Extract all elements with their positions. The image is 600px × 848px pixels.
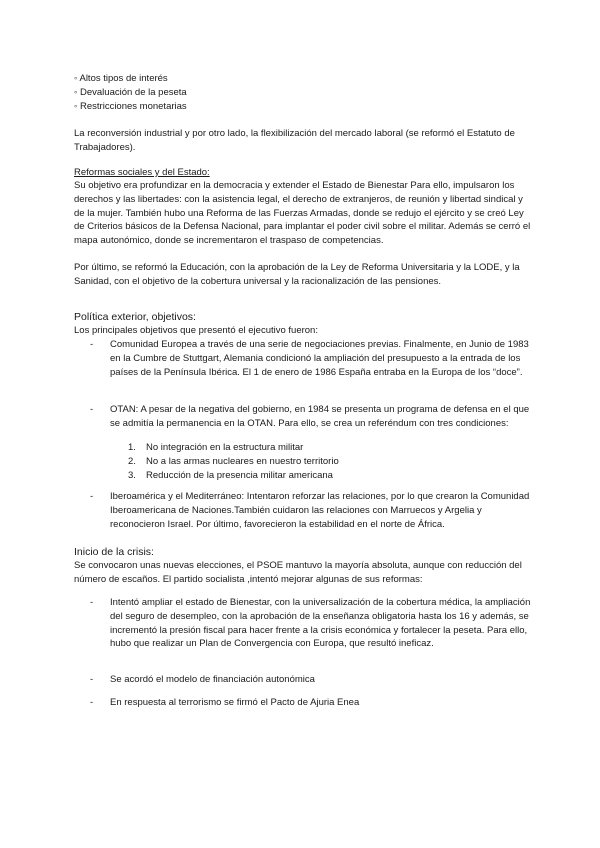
crisis-heading: Inicio de la crisis: bbox=[74, 546, 154, 558]
dash-marker: - bbox=[90, 339, 94, 350]
reconversion-paragraph: La reconversión industrial y por otro lado, la flexibilización del mercado laboral (se reformó el Estatuto de Trabajadores). bbox=[74, 128, 515, 153]
bullet-item: ◦ Restricciones monetarias bbox=[74, 100, 187, 112]
list-item-text: Iberoamérica y el Mediterráneo: Intentaron reforzar las relaciones, por lo que crearon la Comunidad Iberoamericana de Naciones.También cuidaron las relaciones con Marruecos y Argelia y reconocieron Israel. Por último, favorecieron la estabilidad en el norte de África. bbox=[110, 491, 530, 530]
item-text: No integración en la estructura militar bbox=[146, 442, 304, 453]
numbered-list bbox=[110, 441, 536, 482]
bullet-list bbox=[74, 72, 536, 113]
dash-marker: - bbox=[90, 597, 94, 608]
dash-marker: - bbox=[90, 697, 94, 708]
dash-marker: - bbox=[90, 674, 94, 685]
list-item-text: Intentó ampliar el estado de Bienestar, con la universalización de la cobertura médica, la ampliación del seguro de desempleo, con la aprobación de la enseñanza obligatoria hasta los 16 y además, se incrementó la presión fiscal para hacer frente a la crisis económica y fortalecer la peseta. Para ello, hubo que realizar un Plan de Convergencia con Europa, que resultó ineficaz. bbox=[110, 597, 531, 650]
list-item-text: OTAN: A pesar de la negativa del gobierno, en 1984 se presenta un programa de defensa en el que se admitía la permanencia en la OTAN. Para ello, se crea un referéndum con tres condiciones: bbox=[110, 404, 530, 429]
item-number: 1. bbox=[128, 442, 136, 453]
numbered-item bbox=[110, 455, 536, 469]
numbered-item bbox=[110, 469, 536, 483]
reformas-paragraph-1: Su objetivo era profundizar en la democracia y extender el Estado de Bienestar Para ello, impulsaron los derechos y las libertades: con la asistencia legal, el derecho de extranjeros, de reunión y libertad sindical y de la mujer. También hubo una Reforma de las Fuerzas Armadas, donde se redujo el ejército y se creó Ley de Criterios básicos de la Defensa Nacional, para implantar el poder civil sobre el militar. Además se cerró el mapa autonómico, donde se incrementaron el traspaso de competencias. bbox=[74, 180, 531, 247]
item-text: Reducción de la presencia militar americana bbox=[146, 469, 333, 481]
dash-marker: - bbox=[90, 491, 94, 502]
crisis-intro: Se convocaron unas nuevas elecciones, el PSOE mantuvo la mayoría absoluta, aunque con reducción del número de escaños. El partido socialista ,intentó mejorar algunas de sus reformas: bbox=[74, 560, 522, 585]
dash-marker: - bbox=[90, 404, 94, 415]
reformas-heading: Reformas sociales y del Estado: bbox=[74, 167, 210, 178]
reformas-paragraph-2: Por último, se reformó la Educación, con la aprobación de la Ley de Reforma Universitaria y la LODE, y la Sanidad, con el objetivo de la cobertura universal y la racionalización de las pensiones. bbox=[74, 262, 520, 287]
list-item-text: En respuesta al terrorismo se firmó el Pacto de Ajuria Enea bbox=[110, 697, 360, 708]
item-number: 3. bbox=[128, 469, 136, 481]
list-item-text: Se acordó el modelo de financiación autonómica bbox=[110, 674, 315, 685]
list-item-text: Comunidad Europea a través de una serie de negociaciones previas. Finalmente, en Junio de 1983 en la Cumbre de Stuttgart, Alemania condicionó la ampliación del presupuesto a la entrada de los países de la Península Ibérica. El 1 de enero de 1986 España entraba en la Europa de los “doce”. bbox=[110, 339, 529, 378]
item-number: 2. bbox=[128, 455, 136, 467]
bullet-item: ◦ Altos tipos de interés bbox=[74, 73, 168, 84]
bullet-item: ◦ Devaluación de la peseta bbox=[74, 86, 187, 98]
numbered-item bbox=[110, 441, 536, 455]
item-text: No a las armas nucleares en nuestro territorio bbox=[146, 455, 339, 467]
politica-heading: Política exterior, objetivos: bbox=[74, 311, 196, 323]
politica-intro: Los principales objetivos que presentó el ejecutivo fueron: bbox=[74, 325, 318, 336]
